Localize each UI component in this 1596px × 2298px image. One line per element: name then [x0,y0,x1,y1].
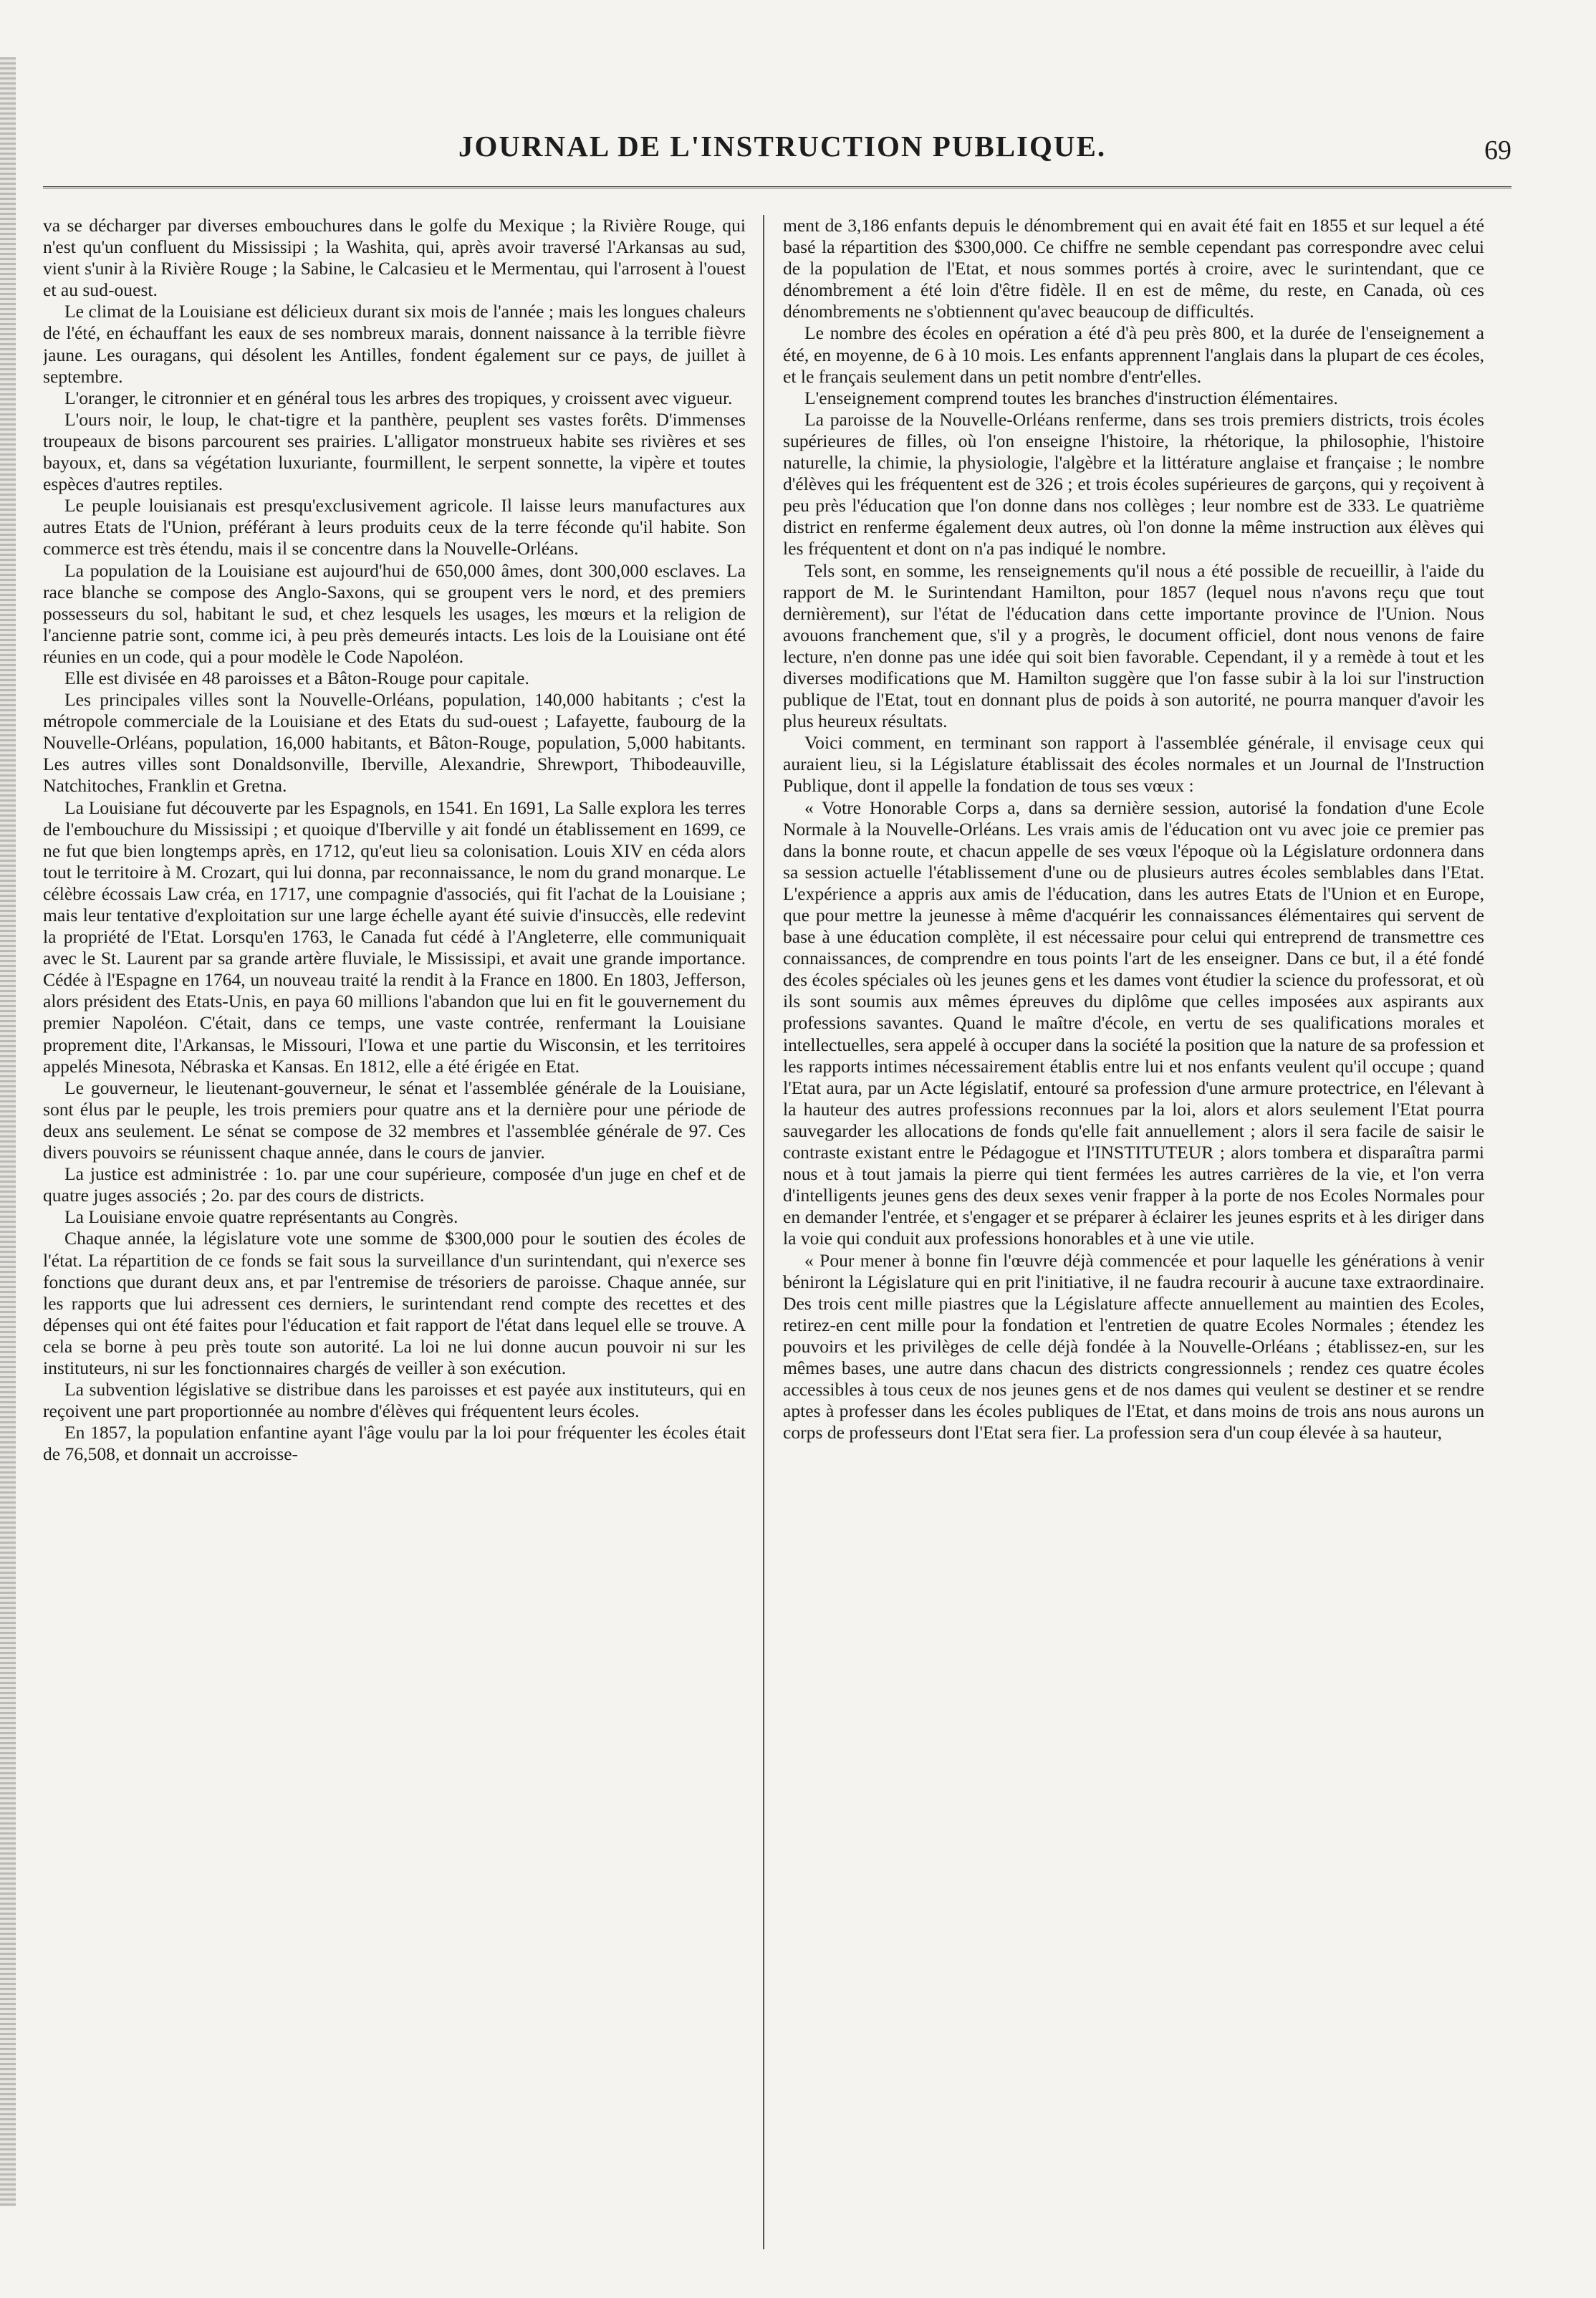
paragraph: Le nombre des écoles en opération a été d'à peu près 800, et la durée de l'enseignement a été, en moyenne, de 6 à 10 mois. Les enfants apprennent l'anglais dans la plupart de ces écoles, et le français seulement dans un petit nombre d'entr'elles. [783,322,1484,387]
paragraph: L'ours noir, le loup, le chat-tigre et la panthère, peuplent ses vastes forêts. D'immenses troupeaux de bisons parcourent ses prairies. L'alligator monstrueux habite ses rivières et ses bayoux, et, dans sa végétation luxuriante, fourmillent, le serpent sonnette, la vipère et toutes espèces d'autres reptiles. [43,408,746,495]
paragraph: Voici comment, en terminant son rapport à l'assemblée générale, il envisage ceux qui auraient lieu, si la Législature établissait des écoles normales et un Journal de l'Instruction Publique, dont il appelle la fondation de tous ses vœux : [783,732,1484,797]
journal-title: JOURNAL DE L'INSTRUCTION PUBLIQUE. [458,130,1107,163]
page-number: 69 [1484,135,1511,165]
paragraph: « Votre Honorable Corps a, dans sa dernière session, autorisé la fondation d'une Ecole Normale à la Nouvelle-Orléans. Les vrais amis de l'éducation ont vu avec joie ce premier pas dans la bonne route, et chacun appelle de ses vœux l'époque où la Législature ordonnera dans sa session actuelle l'établissement d'une ou de plusieurs autres écoles semblables dans l'Etat. L'expérience a appris aux amis de l'éducation, dans les autres Etats de l'Union et en Europe, que pour mettre la jeunesse à même d'acquérir les connaissances élémentaires qui servent de base à une éducation complète, il est nécessaire pour celui qui entreprend de transmettre ces connaissances, de comprendre en tous points l'art de les enseigner. Dans ce but, il a été fondé des écoles spéciales où les jeunes gens et les dames vont étudier la science du professorat, et où ils sont soumis aux mêmes épreuves du diplôme que celles imposées aux aspirants aux professions savantes. Quand le maître d'école, en vertu de ses qualifications morales et intellectuelles, sera appelé à occuper dans la société la position que la nature de sa profession et les rapports intimes nécessairement établis entre lui et nos enfants veulent qu'il occupe ; quand l'Etat aura, par un Acte législatif, entouré sa profession d'une armure protectrice, en l'élevant à la hauteur des autres professions reconnues par la loi, alors et alors seulement l'Etat pourra sauvegarder les allocations de fonds qu'elle fait annuellement ; alors il sera facile de saisir le contraste existant entre le Pédagogue et l'INSTITUTEUR ; alors tombera et disparaîtra parmi nous et à tout jamais la pierre qui tient fermées les autres carrières de la vie, et l'on verra d'intelligents jeunes gens des deux sexes venir frapper à la porte de nos Ecoles Normales pour en demander l'entrée, et s'engager et se préparer à éclairer les jeunes esprits et à les diriger dans la voie qui conduit aux professions honorables et à une vie utile. [783,797,1484,1249]
journal-page [43,107,1511,2249]
text-columns [43,215,1511,2249]
paragraph: La subvention législative se distribue dans les paroisses et est payée aux instituteurs, qui en reçoivent une part proportionnée au nombre d'élèves qui fréquentent leurs écoles. [43,1379,746,1422]
left-column [43,215,763,2249]
paragraph: La justice est administrée : 1o. par une cour supérieure, composée d'un juge en chef et de quatre juges associés ; 2o. par des cours de districts. [43,1163,746,1206]
paragraph: En 1857, la population enfantine ayant l'âge voulu par la loi pour fréquenter les écoles était de 76,508, et donnait un accroisse- [43,1422,746,1465]
paragraph: La Louisiane envoie quatre représentants au Congrès. [64,1206,458,1228]
paragraph: Tels sont, en somme, les renseignements qu'il nous a été possible de recueillir, à l'aide du rapport de M. le Surintendant Hamilton, pour 1857 (lequel nous n'avons reçu que tout dernièrement), sur l'état de l'éducation dans cette importante province de l'Union. Nous avouons franchement que, s'il y a progrès, le document officiel, dont nous venons de faire lecture, n'en donne pas une idée qui soit bien favorable. Cependant, il y a remède à tout et les diverses modifications que M. Hamilton suggère que l'on fasse subir à la loi sur l'instruction publique de l'Etat, tout en donnant plus de poids à son autorité, ne pourra manquer d'avoir les plus heureux résultats. [783,559,1484,732]
paragraph: Le peuple louisianais est presqu'exclusivement agricole. Il laisse leurs manufactures aux autres Etats de l'Union, préférant à leurs produits ceux de la terre féconde qu'il habite. Son commerce est très étendu, mais il se concentre dans la Nouvelle-Orléans. [43,495,746,559]
paragraph: Les principales villes sont la Nouvelle-Orléans, population, 140,000 habitants ; c'est la métropole commerciale de la Louisiane et des Etats du sud-ouest ; Lafayette, faubourg de la Nouvelle-Orléans, population, 16,000 habitants, et Bâton-Rouge, population, 5,000 habitants. Les autres villes sont Donaldsonville, Iberville, Alexandrie, Shrewport, Thibodeauville, Natchitoches, Franklin et Gretna. [43,689,746,797]
right-column [764,215,1484,2249]
paragraph: La population de la Louisiane est aujourd'hui de 650,000 âmes, dont 300,000 esclaves. La race blanche se compose des Anglo-Saxons, qui se groupent vers le nord, et des premiers possesseurs du sol, habitant le sud, et chez lesquels les usages, les mœurs et la religion de l'ancienne patrie sont, comme ici, à peu près demeurés intacts. Les lois de la Louisiane ont été réunies en un code, qui a pour modèle le Code Napoléon. [43,559,746,667]
paragraph: Le gouverneur, le lieutenant-gouverneur, le sénat et l'assemblée générale de la Louisiane, sont élus par le peuple, les trois premiers pour quatre ans et la dernière pour une période de deux ans seulement. Le sénat se compose de 32 membres et l'assemblée générale de 97. Ces divers pouvoirs se réunissent chaque année, dans le cours de janvier. [43,1077,746,1163]
paragraph: Chaque année, la législature vote une somme de $300,000 pour le soutien des écoles de l'état. La répartition de ce fonds se fait sous la surveillance d'un surintendant, qui n'exerce ses fonctions que durant deux ans, et par l'entremise de trésoriers de paroisse. Chaque année, sur les rapports que lui adressent ces derniers, le surintendant rend compte des recettes et des dépenses qui ont été faites pour l'éducation et fait rapport de l'état dans lequel elle se trouve. A cela se borne à peu près toute son autorité. La loi ne lui donne aucun pouvoir ni sur les instituteurs, ni sur les fonctionnaires chargés de veiller à son exécution. [43,1228,746,1378]
page-header [43,107,1511,173]
paragraph: va se décharger par diverses embouchures dans le golfe du Mexique ; la Rivière Rouge, qui n'est qu'un confluent du Mississipi ; la Washita, qui, après avoir traversé l'Arkansas au sud, vient s'unir à la Rivière Rouge ; la Sabine, le Calcasieu et le Mermentau, qui l'arrosent à l'ouest et au sud-ouest. [43,215,746,301]
book-binding-edge [0,57,16,2206]
header-rule [43,186,1511,188]
paragraph: ment de 3,186 enfants depuis le dénombrement qui en avait été fait en 1855 et sur lequel a été basé la répartition des $300,000. Ce chiffre ne semble cependant pas correspondre avec celui de la population de l'Etat, et nous sommes portés à croire, avec le surintendant, que ce dénombrement a été loin d'être fidèle. Il en est de même, du reste, en Canada, où ces dénombrements ne s'obtiennent qu'avec beaucoup de difficultés. [783,215,1484,322]
paragraph: Elle est divisée en 48 paroisses et a Bâton-Rouge pour capitale. [64,667,529,688]
paragraph: La Louisiane fut découverte par les Espagnols, en 1541. En 1691, La Salle explora les terres de l'embouchure du Mississipi ; et quoique d'Iberville y ait fondé un établissement en 1699, ce ne fut que bien longtemps après, en 1712, qu'eut lieu sa colonisation. Louis XIV en céda alors tout le territoire à M. Crozart, qui lui donna, par reconnaissance, le nom du grand monarque. Le célèbre écossais Law créa, en 1717, une compagnie d'associés, qui fit l'achat de la Louisiane ; mais leur tentative d'exploitation sur une large échelle ayant été suivie d'insuccès, elle redevint la propriété de l'Etat. Lorsqu'en 1763, le Canada fut cédé à l'Angleterre, elle communiquait avec le St. Laurent par sa grande artère fluviale, le Mississipi, et avait une grande importance. Cédée à l'Espagne en 1764, un nouveau traité la rendit à la France en 1800. En 1803, Jefferson, alors président des Etats-Unis, en paya 60 millions l'abandon que lui en fit le gouvernement du premier Napoléon. C'était, dans ce temps, une vaste contrée, renfermant la Louisiane proprement dite, l'Arkansas, le Missouri, l'Iowa et une partie du Wisconsin, et les territoires appelés Minesota, Nébraska et Kansas. En 1812, elle a été érigée en Etat. [43,797,746,1077]
paragraph: Le climat de la Louisiane est délicieux durant six mois de l'année ; mais les longues chaleurs de l'été, en échauffant les eaux de ses nombreux marais, donnent naissance à la terrible fièvre jaune. Les ouragans, qui désolent les Antilles, fondent également sur ce pays, de juillet à septembre. [43,301,746,387]
paragraph: L'enseignement comprend toutes les branches d'instruction élémentaires. [804,387,1338,408]
paragraph: L'oranger, le citronnier et en général tous les arbres des tropiques, y croissent avec vigueur. [64,387,733,408]
paragraph: La paroisse de la Nouvelle-Orléans renferme, dans ses trois premiers districts, trois écoles supérieures de filles, où l'on enseigne l'histoire, la rhétorique, la philosophie, l'histoire naturelle, la chimie, la physiologie, l'algèbre et la littérature anglaise et française ; le nombre d'élèves qui les fréquentent est de 326 ; et trois écoles supérieures de garçons, qui y reçoivent à peu près l'éducation que l'on donne dans nos collèges ; leur nombre est de 333. Le quatrième district en renferme également deux autres, où l'on donne la même instruction aux élèves qui les fréquentent et dont on n'a pas indiqué le nombre. [783,408,1484,559]
paragraph: « Pour mener à bonne fin l'œuvre déjà commencée et pour laquelle les générations à venir béniront la Législature qui en prit l'initiative, il ne faudra recourir à aucune taxe extraordinaire. Des trois cent mille piastres que la Législature affecte annuellement au maintien des Ecoles, retirez-en cent mille pour la fondation et l'entretien de quatre Ecoles Normales ; étendez les pouvoirs et les privilèges de celle déjà fondée à la Nouvelle-Orléans ; établissez-en, sur les mêmes bases, une autre dans chacun des districts congressionnels ; rendez ces quatre écoles accessibles à tous ceux de nos jeunes gens et de nos dames qui veulent se destiner et se rendre aptes à professer dans les écoles publiques de l'Etat, et dans moins de trois ans nous aurons un corps de professeurs dont l'Etat sera fier. La profession sera d'un coup élevée à sa hauteur, [783,1249,1484,1443]
